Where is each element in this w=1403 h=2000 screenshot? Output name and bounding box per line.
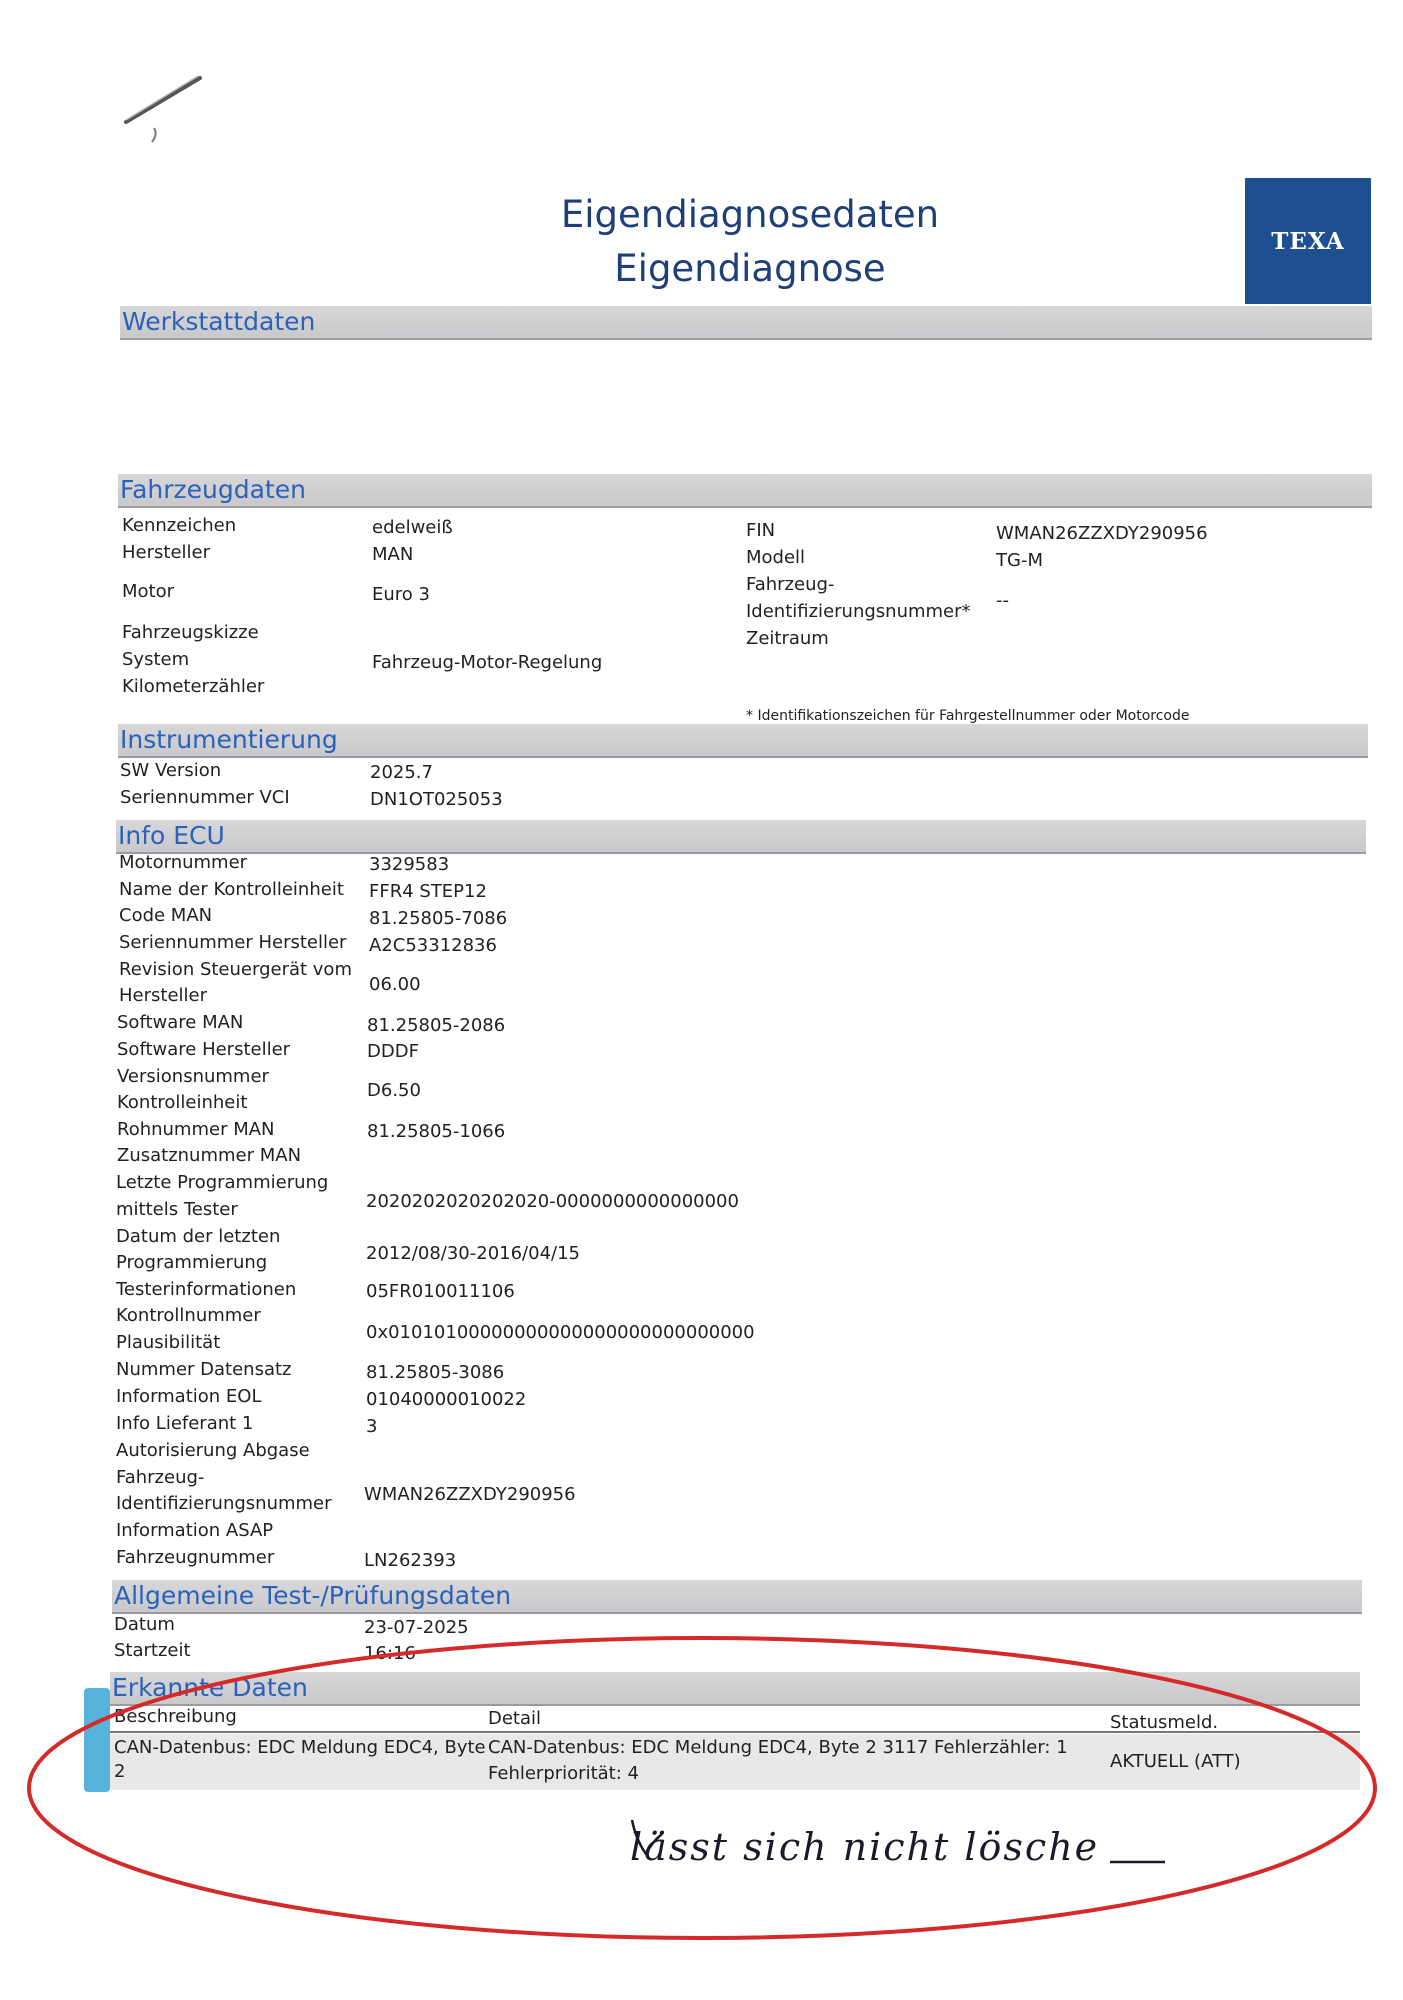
section-title: Allgemeine Test-/Prüfungsdaten bbox=[114, 1581, 512, 1610]
ecu-label: Information EOL bbox=[116, 1386, 262, 1407]
ecu-value: 0x01010100000000000000000000000000 bbox=[366, 1322, 755, 1343]
section-allgemeine bbox=[112, 1580, 1362, 1614]
section-werkstattdaten bbox=[120, 306, 1372, 340]
ecu-label: Rohnummer MAN bbox=[117, 1119, 275, 1140]
kilometerzaehler-label: Kilometerzähler bbox=[122, 676, 265, 697]
startzeit-value: 16:16 bbox=[364, 1643, 416, 1664]
system-label: System bbox=[122, 649, 190, 670]
ident-label-1: Fahrzeug- bbox=[746, 574, 835, 595]
ecu-value: 3329583 bbox=[369, 854, 450, 875]
ecu-label: Letzte Programmierung bbox=[116, 1172, 329, 1193]
motor-value: Euro 3 bbox=[372, 584, 430, 605]
section-info-ecu bbox=[116, 820, 1366, 854]
section-title: Info ECU bbox=[118, 821, 225, 850]
ident-label-2: Identifizierungsnummer* bbox=[746, 601, 971, 622]
pen-mark bbox=[118, 72, 208, 152]
ecu-label: Software Hersteller bbox=[117, 1039, 291, 1060]
ecu-label: Fahrzeugnummer bbox=[116, 1547, 275, 1568]
handwritten-note: lässt sich nicht lösche bbox=[630, 1825, 1100, 1869]
ecu-label: Nummer Datensatz bbox=[116, 1359, 292, 1380]
ecu-value: 81.25805-7086 bbox=[369, 908, 508, 929]
fault-detail-line2: Fehlerpriorität: 4 bbox=[488, 1763, 639, 1784]
section-title: Werkstattdaten bbox=[122, 307, 316, 336]
ecu-label: Versionsnummer bbox=[117, 1066, 269, 1087]
col-status: Statusmeld. bbox=[1110, 1712, 1219, 1733]
ecu-label: Seriennummer Hersteller bbox=[119, 932, 347, 953]
ecu-value: 2012/08/30-2016/04/15 bbox=[366, 1243, 580, 1264]
modell-value: TG-M bbox=[996, 550, 1043, 571]
fin-label: FIN bbox=[746, 520, 776, 541]
title-line-1: Eigendiagnosedaten bbox=[560, 193, 940, 236]
ecu-label: Testerinformationen bbox=[116, 1279, 297, 1300]
ecu-value: FFR4 STEP12 bbox=[369, 881, 487, 902]
ecu-label: Datum der letzten bbox=[116, 1226, 281, 1247]
datum-value: 23-07-2025 bbox=[364, 1617, 469, 1638]
ecu-label-line2: Kontrolleinheit bbox=[117, 1092, 248, 1113]
fault-description-line2: 2 bbox=[114, 1761, 126, 1782]
motor-label: Motor bbox=[122, 581, 175, 602]
ecu-label: Information ASAP bbox=[116, 1520, 274, 1541]
ecu-value: WMAN26ZZXDY290956 bbox=[364, 1484, 576, 1505]
ecu-label: Code MAN bbox=[119, 905, 213, 926]
section-title: Erkannte Daten bbox=[112, 1673, 308, 1702]
ecu-value: 2020202020202020-0000000000000000 bbox=[366, 1191, 739, 1212]
texa-logo: TEXA bbox=[1245, 178, 1371, 304]
ecu-value: DDDF bbox=[367, 1041, 419, 1062]
ecu-value: D6.50 bbox=[367, 1080, 421, 1101]
ecu-value: 81.25805-1066 bbox=[367, 1121, 506, 1142]
ecu-value: LN262393 bbox=[364, 1550, 457, 1571]
fault-status: AKTUELL (ATT) bbox=[1110, 1751, 1241, 1772]
fin-footnote: * Identifikationszeichen für Fahrgestellnummer oder Motorcode bbox=[746, 708, 1190, 724]
ecu-label: Autorisierung Abgase bbox=[116, 1440, 310, 1461]
hersteller-label: Hersteller bbox=[122, 542, 210, 563]
kennzeichen-value: edelweiß bbox=[372, 517, 453, 538]
fault-detail: CAN-Datenbus: EDC Meldung EDC4, Byte 2 3117 Fehlerzähler: 1 bbox=[488, 1737, 1068, 1758]
ecu-value: 81.25805-3086 bbox=[366, 1362, 505, 1383]
zeitraum-label: Zeitraum bbox=[746, 628, 829, 649]
ecu-value: 81.25805-2086 bbox=[367, 1015, 506, 1036]
report-title bbox=[460, 188, 1040, 296]
fin-value: WMAN26ZZXDY290956 bbox=[996, 523, 1208, 544]
hersteller-value: MAN bbox=[372, 544, 414, 565]
fault-table-header bbox=[110, 1703, 1360, 1733]
ident-value: -- bbox=[996, 590, 1009, 611]
ecu-label-line2: mittels Tester bbox=[116, 1199, 238, 1220]
fault-table-row bbox=[110, 1734, 1360, 1790]
fault-description: CAN-Datenbus: EDC Meldung EDC4, Byte bbox=[114, 1737, 486, 1758]
ecu-label: Software MAN bbox=[117, 1012, 244, 1033]
startzeit-label: Startzeit bbox=[114, 1640, 191, 1661]
vci-serial-label: Seriennummer VCI bbox=[120, 787, 290, 808]
ecu-label-line2: Programmierung bbox=[116, 1252, 268, 1273]
section-fahrzeugdaten bbox=[118, 474, 1372, 508]
modell-label: Modell bbox=[746, 547, 806, 568]
ecu-label-line2: Identifizierungsnummer bbox=[116, 1493, 332, 1514]
title-line-2: Eigendiagnose bbox=[614, 247, 886, 290]
sw-version-label: SW Version bbox=[120, 760, 222, 781]
fahrzeugskizze-label: Fahrzeugskizze bbox=[122, 622, 259, 643]
ecu-label: Name der Kontrolleinheit bbox=[119, 879, 344, 900]
section-title: Fahrzeugdaten bbox=[120, 475, 306, 504]
ecu-value: 05FR010011106 bbox=[366, 1281, 515, 1302]
section-title: Instrumentierung bbox=[120, 725, 338, 754]
ecu-label: Motornummer bbox=[119, 852, 248, 873]
ecu-value: 06.00 bbox=[369, 974, 421, 995]
col-beschreibung: Beschreibung bbox=[114, 1706, 237, 1727]
sw-version-value: 2025.7 bbox=[370, 762, 433, 783]
ecu-label: Revision Steuergerät vom bbox=[119, 959, 352, 980]
section-instrumentierung bbox=[118, 724, 1368, 758]
system-value: Fahrzeug-Motor-Regelung bbox=[372, 652, 603, 673]
ecu-label: Zusatznummer MAN bbox=[117, 1145, 302, 1166]
vci-serial-value: DN1OT025053 bbox=[370, 789, 503, 810]
ecu-label: Kontrollnummer bbox=[116, 1305, 261, 1326]
ecu-value: A2C53312836 bbox=[369, 935, 497, 956]
datum-label: Datum bbox=[114, 1614, 175, 1635]
ecu-label: Info Lieferant 1 bbox=[116, 1413, 254, 1434]
section-erkannte-daten bbox=[110, 1672, 1360, 1706]
ecu-label-line2: Hersteller bbox=[119, 985, 207, 1006]
col-detail: Detail bbox=[488, 1708, 542, 1729]
highlighter-mark bbox=[84, 1688, 110, 1792]
ecu-label-line2: Plausibilität bbox=[116, 1332, 221, 1353]
ecu-value: 3 bbox=[366, 1416, 378, 1437]
kennzeichen-label: Kennzeichen bbox=[122, 515, 237, 536]
ecu-value: 01040000010022 bbox=[366, 1389, 527, 1410]
ecu-label: Fahrzeug- bbox=[116, 1467, 205, 1488]
